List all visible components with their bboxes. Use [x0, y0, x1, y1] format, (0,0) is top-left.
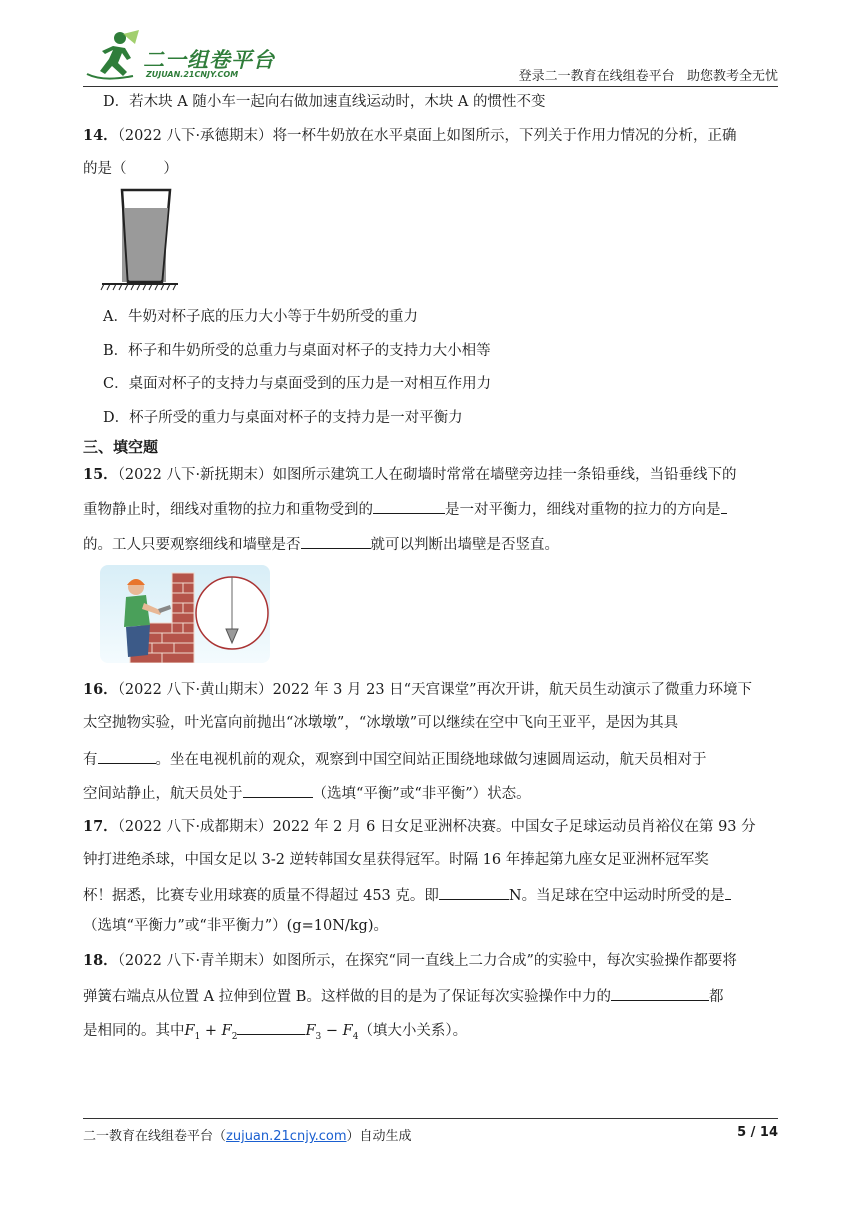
q18-minus: −	[321, 1023, 343, 1039]
q16-number: 16．	[83, 681, 118, 698]
q14-stem-line2: 的是（ ）	[83, 161, 178, 177]
bricklayer-plumb-line-figure	[100, 565, 270, 663]
q15-line3	[83, 533, 559, 555]
q15-line2	[83, 498, 727, 520]
q18-blank2[interactable]	[237, 1019, 305, 1035]
q14-stem-line1	[83, 126, 737, 146]
q18-line3	[83, 1019, 467, 1047]
q14-stem-text1: 将一杯牛奶放在水平桌面上如图所示，下列关于作用力情况的分析，正确	[272, 128, 737, 144]
q18-source: （2022 八下·青羊期末）	[117, 953, 273, 969]
q18-f1: F	[184, 1023, 195, 1039]
q18-line2	[83, 985, 723, 1007]
q18-sub4: 4	[352, 1031, 359, 1042]
q18-number: 18．	[83, 952, 118, 969]
q18-sub3: 3	[315, 1031, 322, 1042]
q16-source: （2022 八下·黄山期末）	[117, 682, 273, 698]
q14-option-c: C．桌面对杯子的支持力与桌面受到的压力是一对相互作用力	[103, 376, 492, 392]
q14-option-a: A．牛奶对杯子底的压力大小等于牛奶所受的重力	[103, 309, 418, 325]
q17-source: （2022 八下·成都期末）	[117, 819, 273, 835]
q16-text4b: （选填“平衡”或“非平衡”）状态。	[312, 786, 531, 802]
q16-line2: 太空抛物实验，叶光富向前抛出“冰墩墩”，“冰墩墩”可以继续在空中飞向王亚平，是因为其具	[83, 715, 679, 731]
q16-text4a: 空间站静止，航天员处于	[83, 786, 243, 802]
q18-text2a: 弹簧右端点从位置 A 拉伸到位置 B。这样做的目的是为了保证每次实验操作中力的	[83, 989, 611, 1005]
q18-text3b: （填大小关系）。	[358, 1023, 468, 1039]
footer-divider	[83, 1118, 778, 1119]
q16-text1: 2022 年 3 月 23 日“天宫课堂”再次开讲，航天员生动演示了微重力环境下	[272, 682, 753, 698]
q14-number: 14．	[83, 127, 118, 144]
q18-f2: F	[221, 1023, 232, 1039]
milk-cup-figure	[100, 188, 180, 298]
q15-blank2[interactable]	[721, 498, 727, 514]
q16-text3a: 有	[83, 752, 98, 768]
q13-option-d: D．若木块 A 随小车一起向右做加速直线运动时，木块 A 的惯性不变	[103, 94, 546, 110]
q14-source: （2022 八下·承德期末）	[117, 128, 273, 144]
q15-blank3[interactable]	[301, 533, 371, 549]
q17-blank2[interactable]	[725, 884, 731, 900]
q18-plus: +	[200, 1023, 222, 1039]
q18-text1: 如图所示，在探究“同一直线上二力合成”的实验中，每次实验操作都要将	[272, 953, 737, 969]
section-title: 三、填空题	[83, 438, 159, 456]
q17-text3b: N。当足球在空中运动时所受的是	[508, 888, 725, 904]
q17-text3a: 杯！据悉，比赛专业用球赛的质量不得超过 453 克。即	[83, 888, 439, 904]
q15-blank1[interactable]	[373, 498, 445, 514]
q18-sub1: 1	[194, 1031, 201, 1042]
q18-line1	[83, 951, 737, 971]
q17-text1: 2022 年 2 月 6 日女足亚洲杯决赛。中国女子足球运动员肖裕仪在第 93 分	[272, 819, 756, 835]
logo-title: 二一组卷平台	[143, 48, 275, 72]
q18-text2b: 都	[708, 989, 724, 1005]
footer-text-a: 二一教育在线组卷平台（	[83, 1129, 227, 1144]
q17-number: 17．	[83, 818, 118, 835]
q17-line1	[83, 817, 756, 837]
q18-text3a: 是相同的。其中	[83, 1023, 185, 1039]
q17-blank1[interactable]	[439, 884, 509, 900]
q18-blank1[interactable]	[611, 985, 709, 1001]
q17-line3	[83, 884, 731, 906]
q17-line4: （选填“平衡力”或“非平衡力”）(g=10N/kg)。	[83, 918, 388, 934]
q15-line1	[83, 465, 737, 485]
q16-line3	[83, 748, 707, 770]
header	[0, 0, 860, 90]
footer-text-b: ）自动生成	[346, 1129, 412, 1144]
q18-sub2: 2	[231, 1031, 238, 1042]
q15-text3a: 的。工人只要观察细线和墙壁是否	[83, 537, 301, 553]
q15-text3b: 就可以判断出墙壁是否竖直。	[370, 537, 559, 553]
q15-source: （2022 八下·新抚期末）	[117, 467, 273, 483]
footer-left	[83, 1125, 412, 1144]
logo-url: ZUJUAN.21CNJY.COM	[146, 70, 239, 79]
q16-line1	[83, 680, 752, 700]
q16-blank1[interactable]	[98, 748, 156, 764]
q18-f3: F	[305, 1023, 316, 1039]
q15-text2b: 是一对平衡力，细线对重物的拉力的方向是	[445, 502, 721, 518]
q14-option-d: D．杯子所受的重力与桌面对杯子的支持力是一对平衡力	[103, 410, 463, 426]
q18-f4: F	[342, 1023, 353, 1039]
q15-text1: 如图所示建筑工人在砌墙时常常在墙壁旁边挂一条铅垂线，当铅垂线下的	[272, 467, 737, 483]
page-number: 5 / 14	[737, 1125, 778, 1140]
q14-option-b: B．杯子和牛奶所受的总重力与桌面对杯子的支持力大小相等	[103, 343, 491, 359]
q16-line4	[83, 782, 531, 804]
footer-link[interactable]: zujuan.21cnjy.com	[226, 1129, 347, 1144]
header-right-text[interactable]: 登录二一教育在线组卷平台 助您教考全无忧	[518, 69, 778, 84]
q16-text3b: 。坐在电视机前的观众，观察到中国空间站正围绕地球做匀速圆周运动，航天员相对于	[155, 752, 707, 768]
q17-line2: 钟打进绝杀球，中国女足以 3-2 逆转韩国女星获得冠军。时隔 16 年捧起第九座女足亚洲杯冠军奖	[83, 852, 709, 868]
q15-text2a: 重物静止时，细线对重物的拉力和重物受到的	[83, 502, 373, 518]
q16-blank2[interactable]	[243, 782, 313, 798]
runner-logo-icon	[83, 30, 143, 82]
header-divider	[83, 86, 778, 87]
q15-number: 15．	[83, 466, 118, 483]
